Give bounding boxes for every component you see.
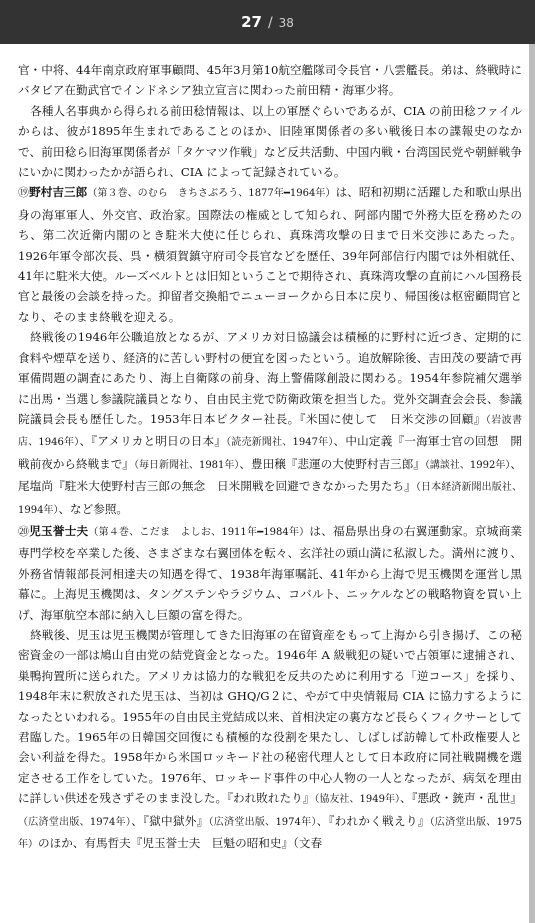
entry-20 xyxy=(18,521,522,625)
entry-number: ⑲ xyxy=(18,186,30,200)
paragraph-maeda: 各種人名事典から得られる前田稔情報は、以上の軍歴ぐらいであるが、CIA の前田稔ファイルからは、彼が1895年生まれであることのほか、旧陸軍関係者の多い戦後日本の諜報史のなかで、前田稔ら旧海軍関係者が「タケマツ作戦」など反共活動、中国内戦・台湾国民党や朝鮮戦争にいかに関わったかが語られ、CIA によって記録されている。 xyxy=(18,103,522,180)
vertical-scrollbar[interactable] xyxy=(529,44,535,923)
citation: （広済堂出版、1974年） xyxy=(18,816,132,828)
page-text xyxy=(18,60,522,855)
text-run: 、『獄中獄外』 xyxy=(131,813,209,828)
paragraph-continuation: 官・中将、44年南京政府軍事顧問、45年3月第10航空艦隊司令長官・八雲艦長。弟は、終戦時にバタビア在勤武官でインドネシア独立宣言に関わった前田精・海軍少将。 xyxy=(18,63,522,98)
entry-reading: （第３巻、のむら きちさぶろう、1877年━1964年） xyxy=(87,188,336,200)
text-run: 、『われかく戦えり』 xyxy=(316,813,430,828)
entry-19-paragraph-2 xyxy=(18,327,522,521)
text-run: 、尾塩尚『駐米大使野村吉三郎の無念 日米開戦を回避できなかった男たち』 xyxy=(18,456,522,494)
text-run: 、『アメリカと明日の日本』 xyxy=(79,434,227,449)
text-run: 、『悪政・銃声・乱世』 xyxy=(400,791,523,806)
text-run: 、豊田穣『悲運の大使野村吉三郎』 xyxy=(239,456,425,471)
current-page-number: 27 xyxy=(241,13,262,31)
citation: （日本経済新聞出版社、1994年） xyxy=(18,482,522,516)
citation: （毎日新聞社、1981年） xyxy=(133,459,240,471)
entry-number: ⑳ xyxy=(18,524,30,538)
page-separator: / xyxy=(267,15,273,31)
pdf-toolbar xyxy=(0,0,535,44)
citation: （協友社、1949年） xyxy=(314,794,401,806)
total-pages: 38 xyxy=(278,16,294,30)
entry-20-paragraph-2 xyxy=(18,625,522,855)
entry-reading: （第４巻、こだま よしお、1911年━1984年） xyxy=(88,526,310,538)
entry-body: は、昭和初期に活躍した和歌山県出身の海軍軍人、外交官、政治家。国際法の権威として知られ、阿部内閣で外務大臣を務めたのち、第二次近衛内閣のとき駐米大使に任じられ、真珠湾攻撃の日まで日米交渉にあたった。1926年軍令部次長、呉・横須賀鎮守府司令長官などを歴任、39年阿部信行内閣では外相就任、41年に駐米大使。ルーズベルトとは旧知ということで期待され、真珠湾攻撃の直前にハル国務長官と最後の会談を持った。抑留者交換船でニューヨークから日本に戻り、帰国後は枢密顧問官となり、そのまま終戦を迎える。 xyxy=(18,185,522,324)
entry-19 xyxy=(18,182,522,327)
text-run: 終戦後、児玉は児玉機関が管理してきた旧海軍の在留資産をもって上海から引き揚げ、この秘密資金の一部は鳩山自由党の結党資金となった。1946年 A 級戦犯の疑いで占領軍に逮捕され、巣鴨拘置所に送られた。アメリカは協力的な戦犯を反共のために利用する「逆コース」を採り、1948年末に釈放された児玉は、当初は GHQ/G２に、やがて中央情報局 CIA に協力するようになったといわれる。1955年の自由民主党結成以来、首相決定の裏方など長らくフィクサーとして君臨した。1965年の日韓国交回復にも積極的な役割を果たし、しばしば訪韓して朴政権要人と会い利益を得た。1958年から米国ロッキード社の秘密代理人として日本政府に同社戦闘機を選定させる工作をしていた。1976年、ロッキード事件の中心人物の一人となったが、病気を理由に詳しい供述を残さずそのまま没した。『われ敗れたり』 xyxy=(18,627,522,806)
text-run: 、など参照。 xyxy=(58,501,129,516)
text-run: 、中山定義『一海軍士官の回想 開戦前夜から終戦まで』 xyxy=(18,434,522,471)
citation: （読売新聞社、1947年） xyxy=(226,437,334,449)
entry-body: は、福島県出身の右翼運動家。京城商業専門学校を卒業した後、さまざまな右翼団体を転々、玄洋社の頭山満に私淑した。満州に渡り、外務省情報部長河相達夫の知遇を得て、1938年海軍嘱託、41年から上海で児玉機関を運営し黒幕に。上海児玉機関は、タングステンやラジウム、コバルト、ニッケルなどの戦略物資を買い上げ、海軍航空本部に納入し巨額の富を得た。 xyxy=(18,523,522,622)
text-run: 終戦後の1946年公職追放となるが、アメリカ対日協議会は積極的に野村に近づき、定期的に食料や煙草を送り、経済的に苦しい野村の便宜を図ったという。追放解除後、吉田茂の要請で再軍備問題の調査にあたり、海上自衛隊の前身、海上警備隊創設に関わる。1954年参院補欠選挙に出馬・当選し参議院議員となり、自由民主党で防衛政策を担当した。党外交調査会会長、参議院議員会長も歴任した。1953年日本ビクター社長。『米国に使して 日米交渉の回顧』 xyxy=(18,330,522,426)
citation: （広済堂出版、1975年） xyxy=(18,816,523,851)
page-indicator xyxy=(241,13,294,31)
citation: （講談社、1992年） xyxy=(424,459,511,471)
entry-name: 野村吉三郎 xyxy=(29,185,88,200)
citation: （広済堂出版、1974年） xyxy=(208,816,317,828)
text-run: のほか、有馬哲夫『児玉誉士夫 巨魁の昭和史』（文春 xyxy=(38,836,323,851)
entry-name: 児玉誉士夫 xyxy=(29,523,89,538)
citation: （岩波書店、1946年） xyxy=(18,414,522,449)
